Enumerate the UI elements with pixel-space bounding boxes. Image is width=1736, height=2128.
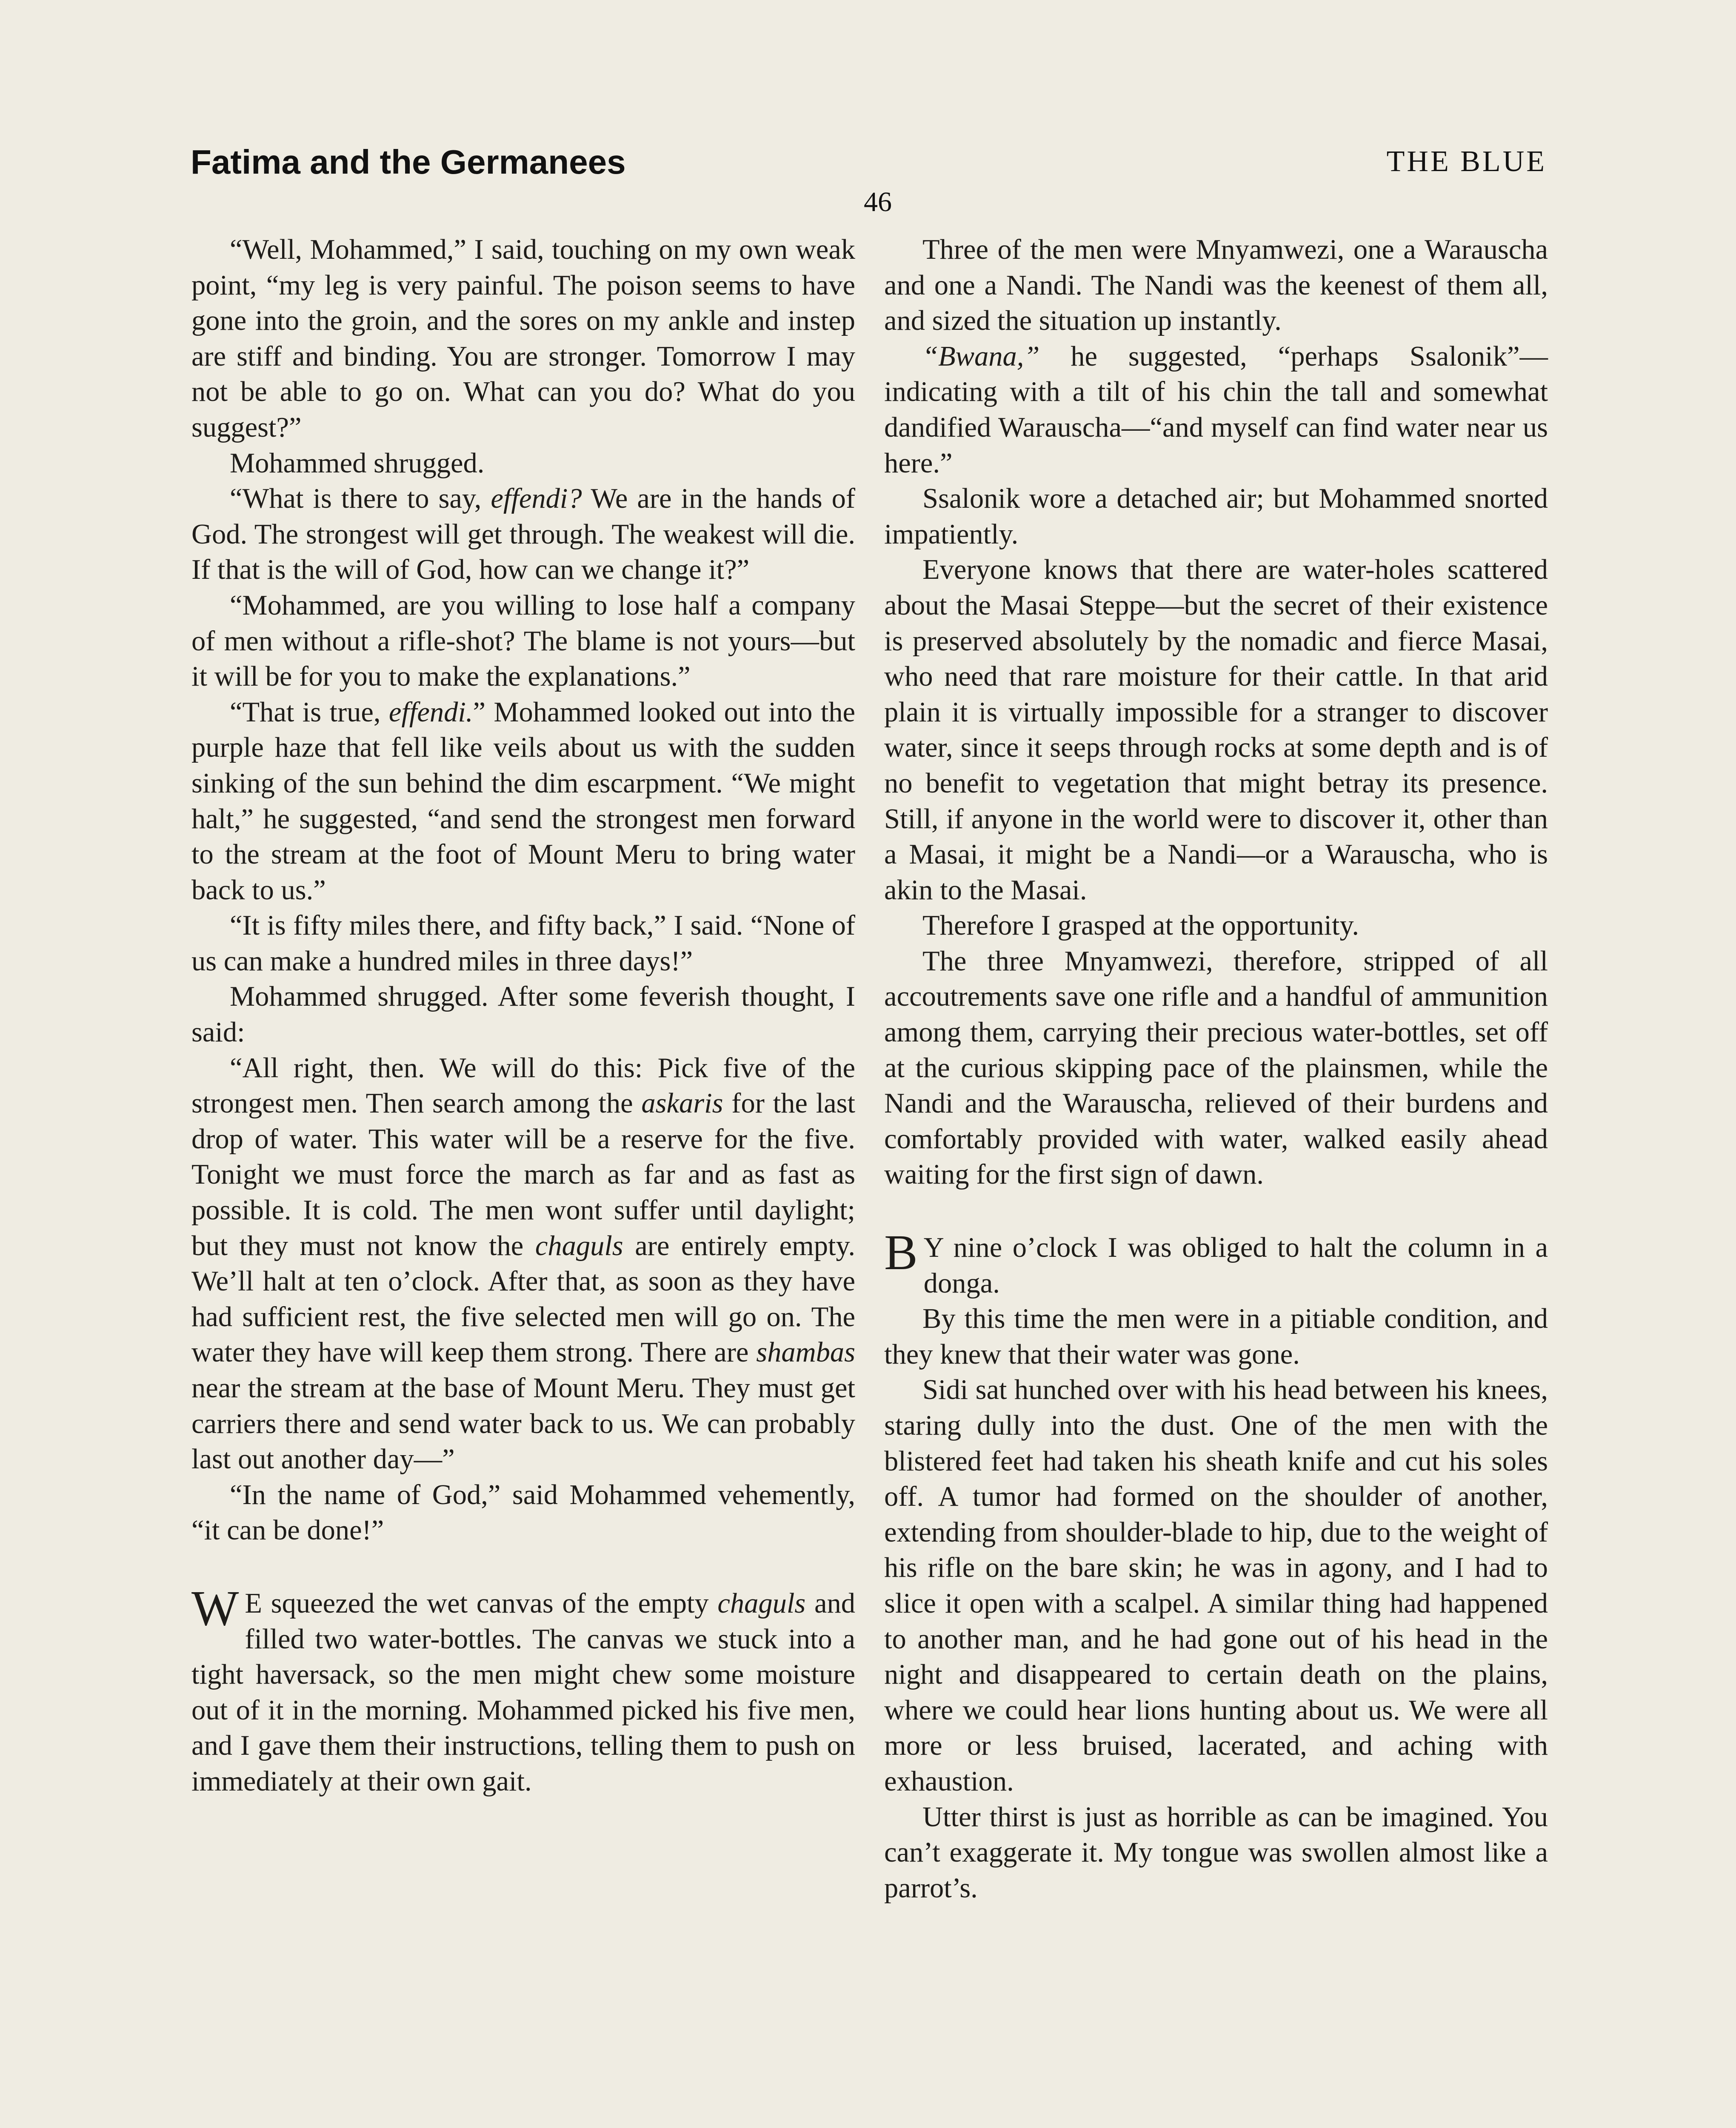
page-number: 46 <box>864 186 892 217</box>
drop-cap: W <box>191 1580 239 1636</box>
paragraph: “Bwana,” he suggested, “perhaps Ssalonik”—indicating with a tilt of his chin the tall and somewhat dandified Warauscha—“and myself can find water near us here.” <box>884 340 1548 479</box>
section-paragraph: B Y nine o’clock I was obliged to halt the column in a donga. <box>884 1224 1548 1299</box>
paragraph: Mohammed shrugged. <box>230 447 485 479</box>
story-title: Fatima and the Germanees <box>191 143 626 181</box>
paragraph: Sidi sat hunched over with his head between his knees, staring dully into the dust. One of the men with the blistered feet had taken his sheath knife and cut his soles off. A tumor had formed on the shoulder of another, extending from shoulder-blade to hip, due to the weight of his rifle on the bare skin; he was in agony, and I had to slice it open with a scalpel. A similar thing had happened to another man, and he had gone out of his head in the night and disappeared to certain death on the plains, where we could hear lions hunting about us. We were all more or less bruised, lacerated, and aching with exhaustion. <box>884 1374 1548 1797</box>
paragraph: Utter thirst is just as horrible as can be imagined. You can’t exaggerate it. My tongue was swollen almost like a parrot’s. <box>884 1801 1548 1904</box>
paragraph: Therefore I grasped at the opportunity. <box>922 910 1359 941</box>
right-column <box>884 232 1548 1906</box>
paragraph: Mohammed shrugged. After some feverish thought, I said: <box>191 981 855 1048</box>
section-paragraph: W E squeezed the wet canvas of the empty chaguls and filled two water-bottles. The canvas we stuck into a tight haversack, so the men might chew some moisture out of it in the morning. Mohammed picked his five men, and I gave them their instructions, telling them to push on immediately at their own gait. <box>191 1580 855 1797</box>
paragraph: “All right, then. We will do this: Pick five of the strongest men. Then search among the askaris for the last drop of water. This water will be a reserve for the five. Tonight we must force the march as far and as fast as possible. It is cold. The men wont suffer until daylight; but they must not know the chaguls are entirely empty. We’ll halt at ten o’clock. After that, as soon as they have had sufficient rest, the five selected men will go on. The water they have will keep them strong. There are shambas near the stream at the base of Mount Meru. They must get carriers there and send water back to us. We can probably last out another day—” <box>191 1052 855 1475</box>
paragraph: “Well, Mohammed,” I said, touching on my own weak point, “my leg is very painful. The poison seems to have gone into the groin, and the sores on my ankle and instep are stiff and binding. You are stronger. Tomorrow I may not be able to go on. What can you do? What do you suggest?” <box>191 234 855 443</box>
paragraph: Everyone knows that there are water-holes scattered about the Masai Steppe—but the secret of their existence is preserved absolutely by the nomadic and fierce Masai, who need that rare moisture for their cattle. In that arid plain it is virtually impossible for a stranger to discover water, since it seeps through rocks at some depth and is of no benefit to vegetation that might betray its presence. Still, if anyone in the world were to discover it, other than a Masai, it might be a Nandi—or a Warauscha, who is akin to the Masai. <box>884 554 1548 906</box>
paragraph: Ssalonik wore a detached air; but Mohammed snorted impatiently. <box>884 483 1548 550</box>
paragraph: “In the name of God,” said Mohammed vehemently, “it can be done!” <box>191 1479 855 1546</box>
left-column <box>191 232 855 1799</box>
paragraph: “Mohammed, are you willing to lose half a company of men without a rifle-shot? The blame is not yours—but it will be for you to make the explanations.” <box>191 589 855 692</box>
paragraph: Three of the men were Mnyamwezi, one a Warauscha and one a Nandi. The Nandi was the keenest of them all, and sized the situation up instantly. <box>884 234 1548 337</box>
paragraph: “What is there to say, effendi? We are in the hands of God. The strongest will get through. The weakest will die. If that is the will of God, how can we change it?” <box>191 483 855 586</box>
paragraph: “It is fifty miles there, and fifty back,” I said. “None of us can make a hundred miles in three days!” <box>191 910 855 977</box>
paragraph: By this time the men were in a pitiable condition, and they knew that their water was gone. <box>884 1303 1548 1370</box>
paragraph: The three Mnyamwezi, therefore, stripped of all accoutrements save one rifle and a handful of ammunition among them, carrying their precious water-bottles, set off at the curious skipping pace of the plainsmen, while the Nandi and the Warauscha, relieved of their burdens and comfortably provided with water, walked easily ahead waiting for the first sign of dawn. <box>884 945 1548 1190</box>
magazine-title: THE BLUE <box>1386 145 1547 178</box>
paragraph: “That is true, effendi.” Mohammed looked out into the purple haze that fell like veils about us with the sudden sinking of the sun behind the dim escarpment. “We might halt,” he suggested, “and send the strongest men forward to the stream at the foot of Mount Meru to bring water back to us.” <box>191 696 855 906</box>
drop-cap: B <box>884 1224 918 1281</box>
